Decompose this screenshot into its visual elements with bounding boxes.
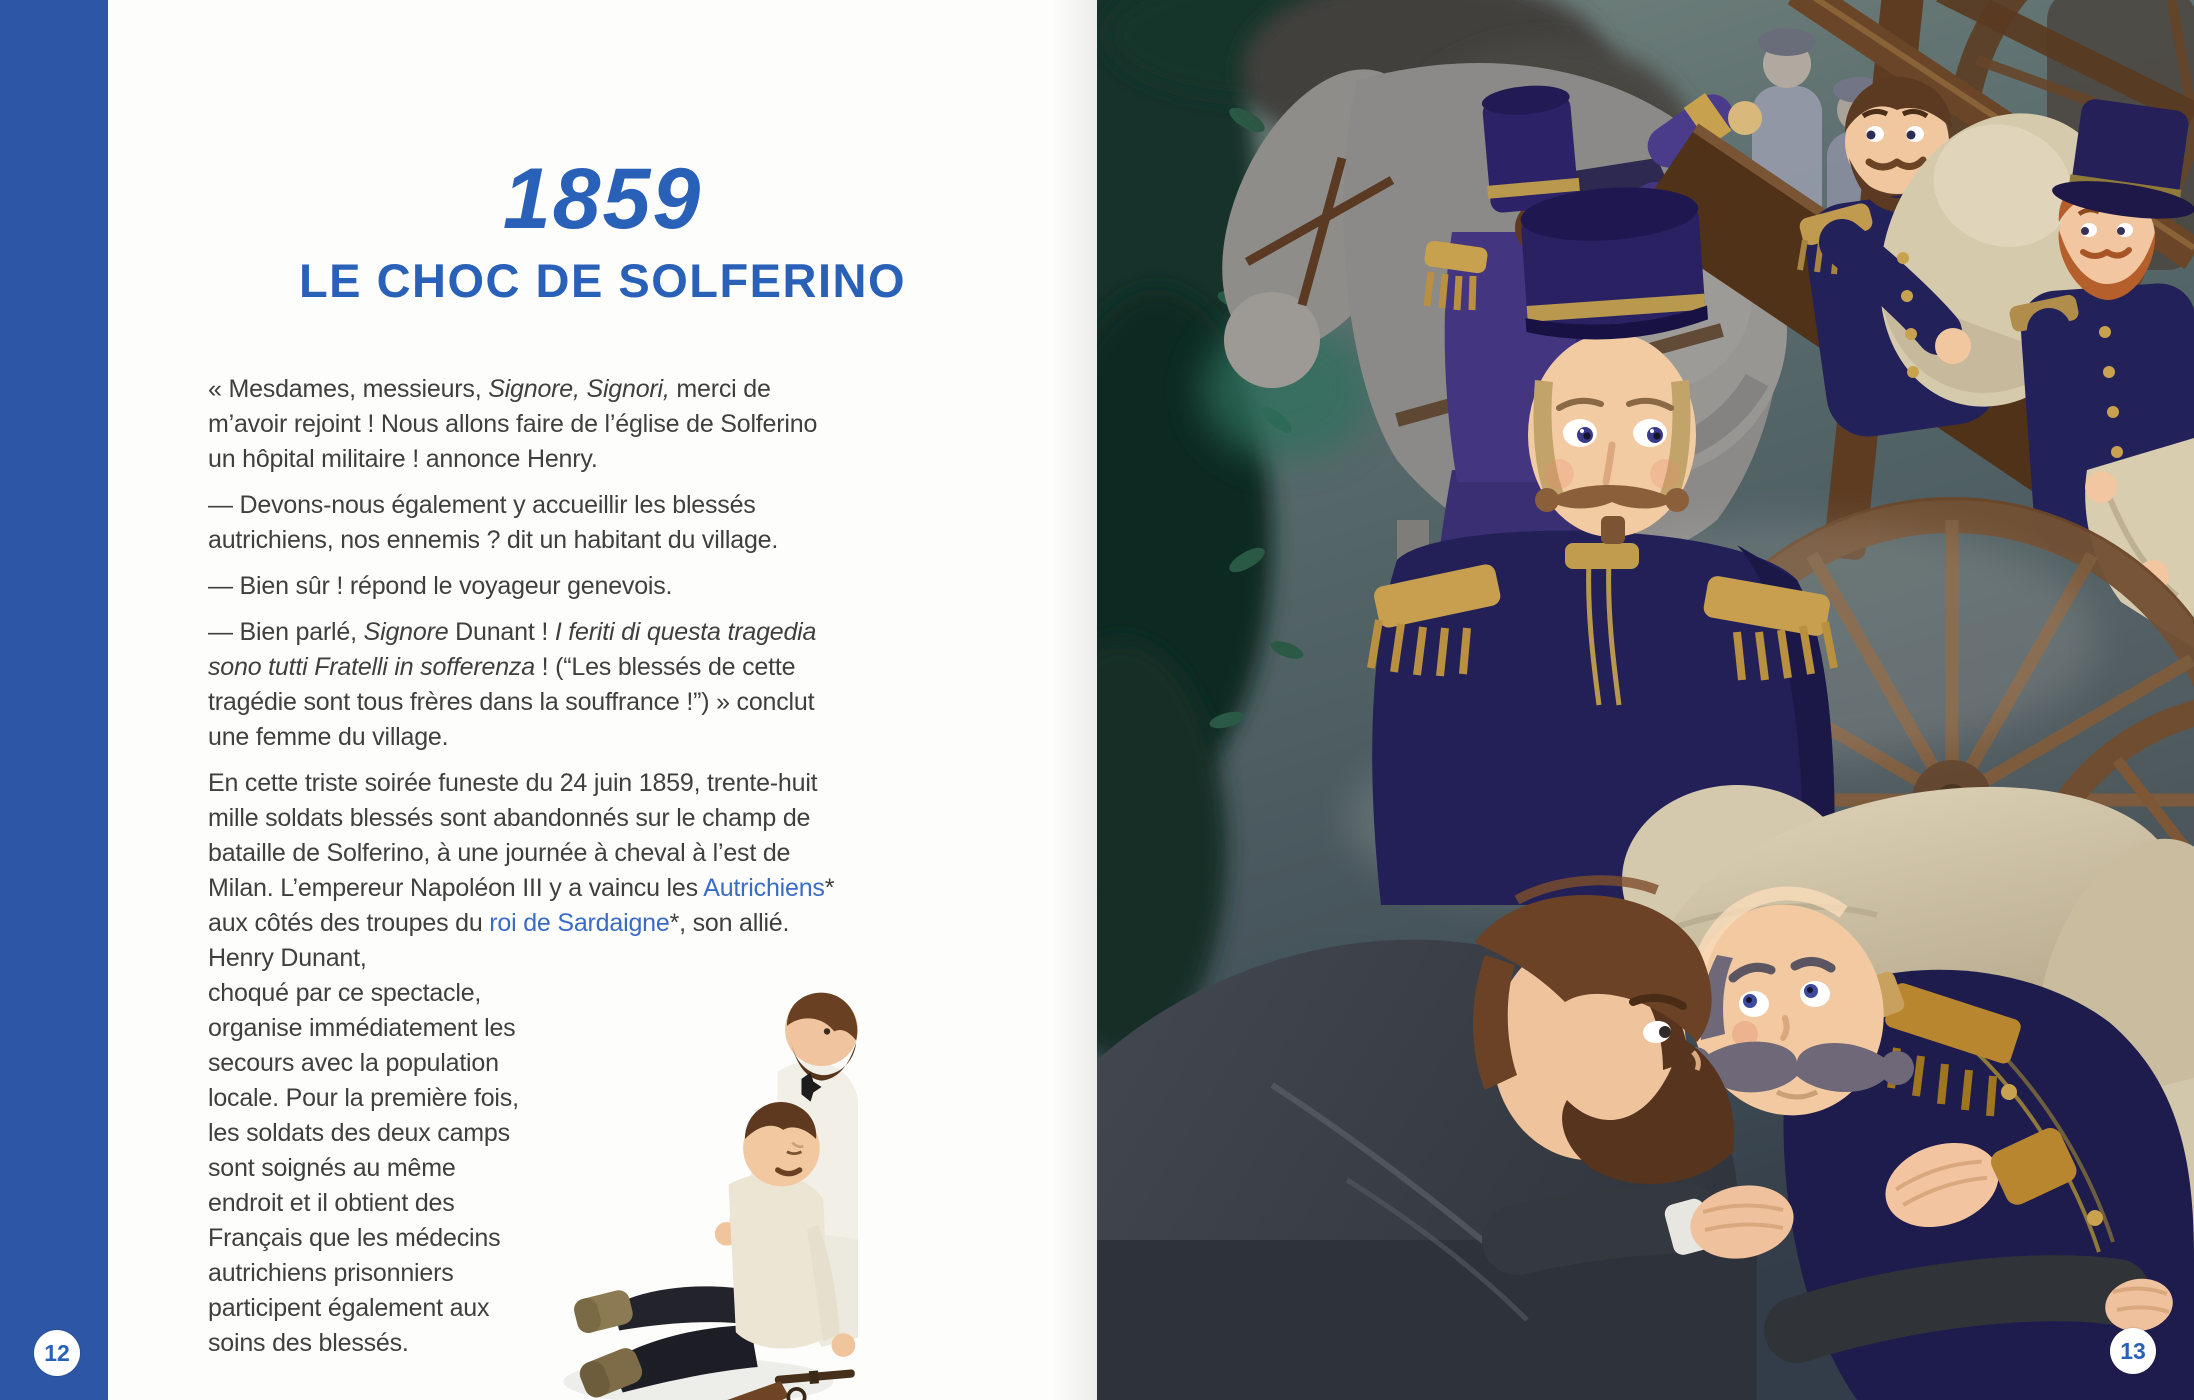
text-run: merci de m’avoir rejoint ! Nous allons faire de l’église de Solferino un hôpital militaire ! annonce Henry. <box>208 375 818 473</box>
paragraph-dialogue-4 <box>208 615 848 755</box>
text-run: * aux côtés des troupes du <box>208 874 835 937</box>
text-run: En cette triste soirée funeste du 24 juin 1859, trente-huit mille soldats blessés sont abandonnés sur le champ de bataille de Solferino, à une journée à cheval à l’est de Milan. L’empereur Napoléon III y a vaincu les <box>208 769 818 902</box>
italian-phrase: Signore <box>363 618 449 646</box>
chapter-year: 1859 <box>502 151 703 247</box>
text-run: ! (“Les blessés de cette tragédie sont tous frères dans la souffrance !”) » conclut une femme du village. <box>208 653 815 751</box>
italian-phrase: I feriti di questa tragedia sono tutti Fratelli in sofferenza <box>208 618 817 681</box>
book-spine-stripe <box>0 0 108 1400</box>
page-number-label: 13 <box>2120 1337 2146 1364</box>
text-run: choqué par ce spectacle, organise immédiatement les secours avec la population locale. Pour la première fois, les soldats des deux camps sont soignés au même endroit et il obtient des Français que les médecins autrichiens prisonniers participent également aux soins des blessés. <box>208 979 519 1357</box>
main-illustration-solferino-night <box>1097 0 2194 1400</box>
page-number-right <box>2110 1328 2156 1374</box>
italian-phrase: Signore, Signori, <box>488 375 670 403</box>
illustration-page <box>1097 0 2194 1400</box>
glossary-link-roi-de-sardaigne[interactable]: roi de Sardaigne <box>489 909 670 937</box>
chapter-title: LE CHOC DE SOLFERINO <box>298 254 907 307</box>
paragraph-dialogue-3: — Bien sûr ! répond le voyageur genevois. <box>208 572 673 600</box>
page-number-left <box>34 1330 80 1376</box>
left-page <box>108 0 1097 1400</box>
body-text <box>208 372 848 1400</box>
page-gutter-shadow <box>1051 0 1097 1400</box>
text-run: Dunant ! <box>448 618 555 646</box>
text-run: — Bien parlé, <box>208 618 364 646</box>
inset-illustration-dunant-helping-wounded <box>548 936 858 1400</box>
glossary-link-autrichiens[interactable]: Autrichiens <box>703 874 825 902</box>
text-run: *, son allié. Henry Dunant, <box>208 909 790 972</box>
page-number-label: 12 <box>44 1339 70 1366</box>
paragraph-dialogue-2: — Devons-nous également y accueillir les blessés autrichiens, nos ennemis ? dit un habitant du village. <box>208 491 779 554</box>
paragraph-dialogue-1 <box>208 372 848 477</box>
text-run: « Mesdames, messieurs, <box>208 375 489 403</box>
text-wrap-zone <box>208 976 848 1361</box>
